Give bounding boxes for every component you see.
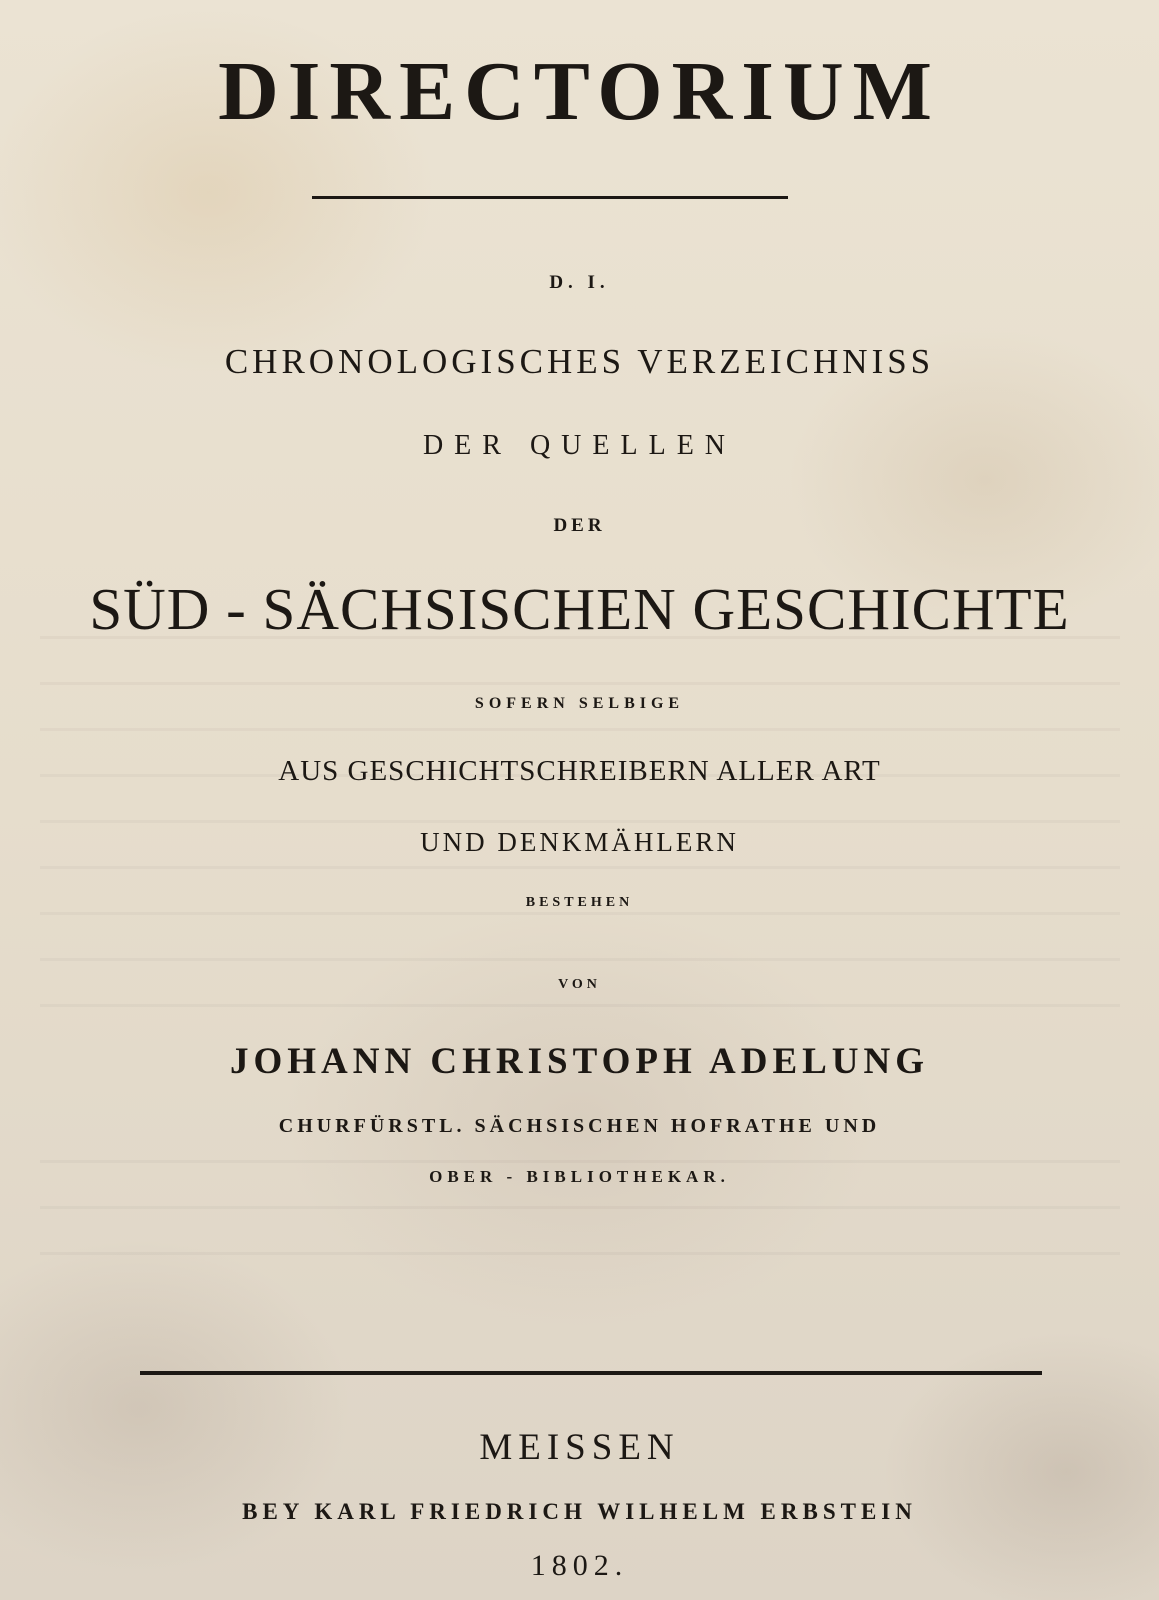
bleed-through-line [40, 728, 1120, 731]
author-name: JOHANN CHRISTOPH ADELUNG [229, 1041, 930, 1082]
subtitle-heading: SÜD - SÄCHSISCHEN GESCHICHTE [89, 576, 1070, 642]
subtitle-line-1: CHRONOLOGISCHES VERZEICHNISS [224, 342, 935, 381]
bottom-divider-rule [140, 1371, 1042, 1375]
bleed-through-line [40, 1206, 1120, 1209]
author-title-line-1: CHURFÜRSTL. SÄCHSISCHEN HOFRATHE UND [278, 1115, 881, 1137]
subtitle-line-2: DER QUELLEN [422, 430, 737, 461]
bleed-through-line [40, 1004, 1120, 1007]
bleed-through-line [40, 1160, 1120, 1163]
bleed-through-line [40, 1252, 1120, 1255]
imprint-place: MEISSEN [479, 1427, 680, 1468]
subtitle-line-3: DER [553, 515, 606, 536]
author-title-line-2: OBER - BIBLIOTHEKAR. [429, 1167, 730, 1186]
by-line: VON [558, 977, 601, 992]
imprint-year: 1802. [530, 1549, 629, 1582]
bleed-through-line [40, 958, 1120, 961]
qualifier-line-2: AUS GESCHICHTSCHREIBERN ALLER ART [278, 755, 881, 787]
bleed-through-line [40, 866, 1120, 869]
qualifier-line-4: BESTEHEN [525, 895, 634, 910]
qualifier-line-3: UND DENKMÄHLERN [420, 827, 739, 857]
main-title: DIRECTORIUM [218, 45, 941, 138]
imprint-publisher: BEY KARL FRIEDRICH WILHELM ERBSTEIN [242, 1499, 917, 1524]
qualifier-line-1: SOFERN SELBIGE [474, 695, 685, 712]
bleed-through-line [40, 820, 1120, 823]
abbreviation-line: D. I. [549, 272, 610, 293]
top-divider-rule [312, 196, 788, 199]
bleed-through-line [40, 682, 1120, 685]
